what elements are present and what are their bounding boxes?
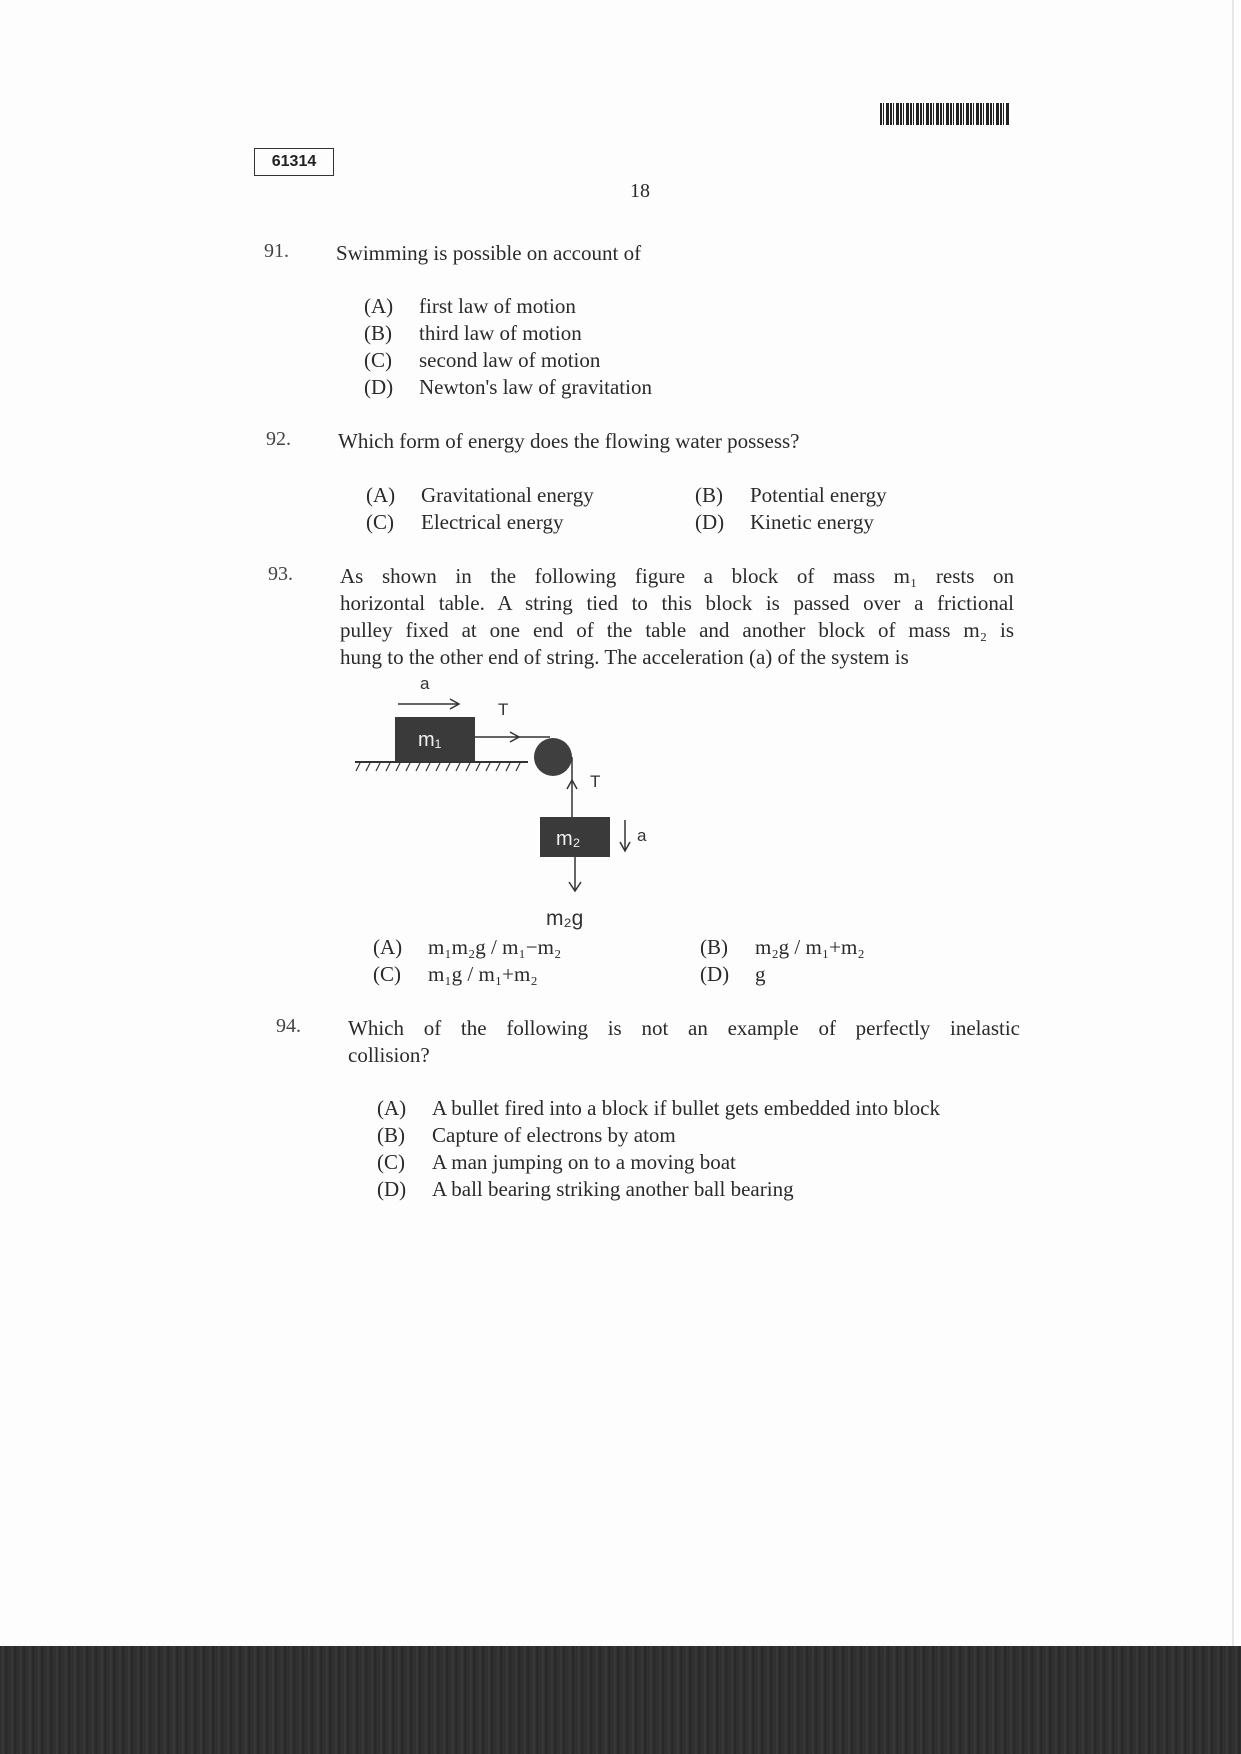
option: (D) Newton's law of gravitation <box>364 375 652 399</box>
question-text: Swimming is possible on account of <box>336 241 642 265</box>
scanner-background <box>0 1646 1241 1754</box>
option: (D) g <box>700 962 766 986</box>
option: (D) Kinetic energy <box>695 510 874 534</box>
option: (C) Electrical energy <box>366 510 564 534</box>
table-hatching <box>356 763 520 771</box>
block-m2-label: m₂ <box>556 828 581 850</box>
option: (D) A ball bearing striking another ball bearing <box>377 1177 794 1201</box>
accel-label: a <box>420 675 430 693</box>
barcode <box>880 103 1010 125</box>
question-text-line: pulley fixed at one end of the table and another block of mass m₂ is <box>340 618 1014 642</box>
paper-code-box: 61314 <box>254 148 334 176</box>
pulley <box>534 738 572 776</box>
question-text-line: Which of the following is not an example of perfectly inelastic <box>348 1016 1020 1040</box>
question-text-line: hung to the other end of string. The acceleration (a) of the system is <box>340 645 909 669</box>
tension-label: T <box>498 700 509 719</box>
block-m1-label: m₁ <box>418 729 442 751</box>
option: (B) third law of motion <box>364 321 582 345</box>
tension-label-vertical: T <box>590 772 601 791</box>
question-number: 92. <box>266 428 291 450</box>
option: (A) Gravitational energy <box>366 483 594 507</box>
question-text: Which form of energy does the flowing water possess? <box>338 429 800 453</box>
option: (A) A bullet fired into a block if bullet gets embedded into block <box>377 1096 940 1120</box>
option: (B) Capture of electrons by atom <box>377 1123 676 1147</box>
question-number: 91. <box>264 240 289 262</box>
accel-label-vertical: a <box>637 826 647 845</box>
option: (C) second law of motion <box>364 348 601 372</box>
option: (A) m₁m₂g / m₁−m₂ <box>373 935 562 959</box>
option: (A) first law of motion <box>364 294 576 318</box>
weight-label: m₂g <box>546 907 584 930</box>
option: (B) m₂g / m₁+m₂ <box>700 935 865 959</box>
question-text-line: As shown in the following figure a block of mass m₁ rests on <box>340 564 1014 588</box>
question-number: 93. <box>268 563 293 585</box>
option: (B) Potential energy <box>695 483 887 507</box>
pulley-diagram <box>350 675 650 935</box>
page-number: 18 <box>630 180 650 202</box>
question-number: 94. <box>276 1015 301 1037</box>
option: (C) A man jumping on to a moving boat <box>377 1150 736 1174</box>
question-text-line: collision? <box>348 1043 430 1067</box>
option: (C) m₁g / m₁+m₂ <box>373 962 538 986</box>
question-text-line: horizontal table. A string tied to this block is passed over a frictional <box>340 591 1014 615</box>
